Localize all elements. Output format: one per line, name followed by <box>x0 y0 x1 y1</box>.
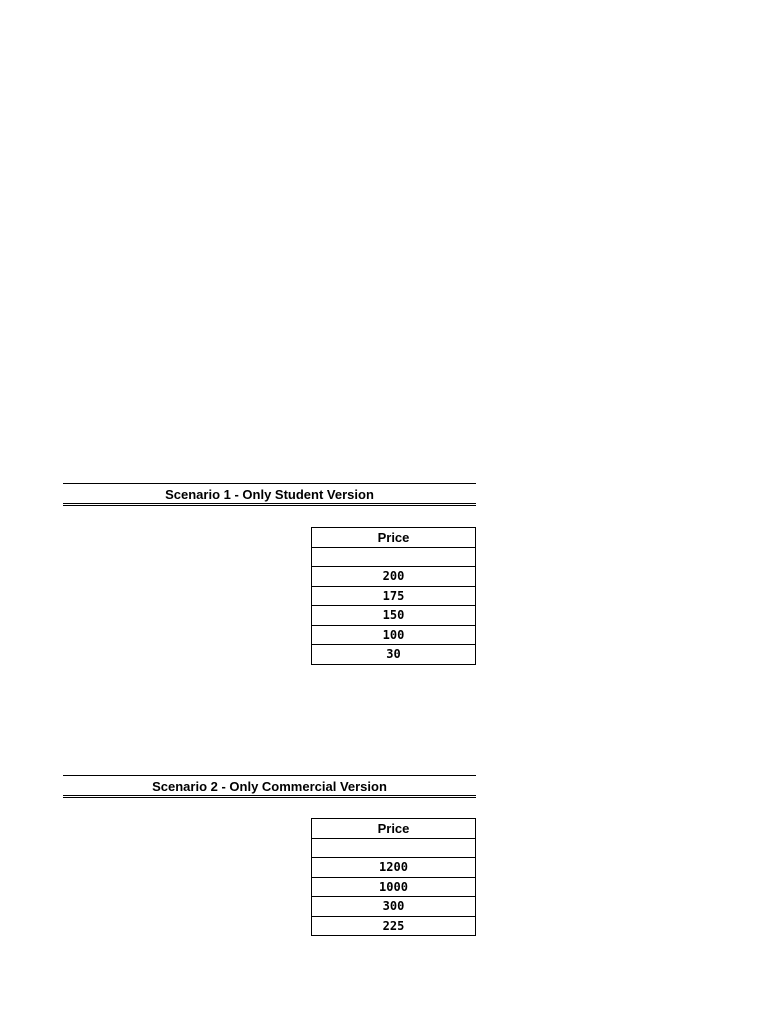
price-column-header: Price <box>312 528 476 548</box>
table-row <box>312 897 476 917</box>
price-cell: 300 <box>312 897 476 917</box>
price-cell <box>312 838 476 858</box>
price-cell: 150 <box>312 606 476 626</box>
table-row <box>312 877 476 897</box>
price-cell: 1000 <box>312 877 476 897</box>
table-row <box>312 645 476 665</box>
price-column-header: Price <box>312 819 476 839</box>
table-row <box>312 916 476 936</box>
scenario-2-price-table <box>311 818 476 936</box>
table-row <box>312 547 476 567</box>
table-header-row <box>312 819 476 839</box>
table-row <box>312 838 476 858</box>
table-row <box>312 625 476 645</box>
scenario-2-title: Scenario 2 - Only Commercial Version <box>63 775 476 798</box>
table-row <box>312 858 476 878</box>
price-cell: 200 <box>312 567 476 587</box>
scenario-1-title: Scenario 1 - Only Student Version <box>63 483 476 506</box>
table-row <box>312 606 476 626</box>
table-row <box>312 586 476 606</box>
price-cell: 1200 <box>312 858 476 878</box>
price-cell: 225 <box>312 916 476 936</box>
price-cell: 30 <box>312 645 476 665</box>
price-cell: 175 <box>312 586 476 606</box>
price-cell: 100 <box>312 625 476 645</box>
scenario-1-price-table <box>311 527 476 665</box>
table-row <box>312 567 476 587</box>
table-header-row <box>312 528 476 548</box>
price-cell <box>312 547 476 567</box>
